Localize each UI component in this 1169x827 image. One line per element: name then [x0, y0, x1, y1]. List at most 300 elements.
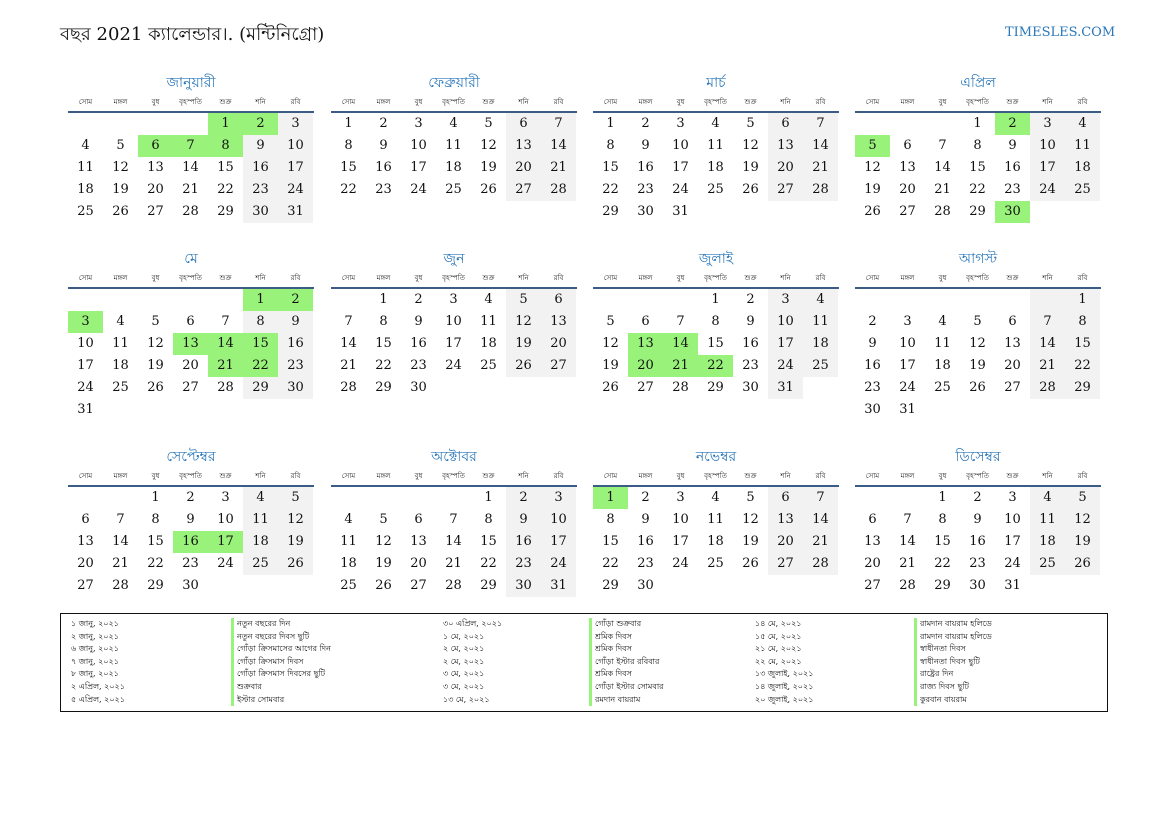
day-cell[interactable]: 6: [506, 113, 541, 135]
day-cell[interactable]: 1: [938, 490, 947, 505]
day-cell[interactable]: 26: [112, 204, 129, 219]
day-cell[interactable]: 26: [1065, 553, 1100, 575]
day-cell[interactable]: 9: [243, 135, 278, 157]
holiday-day-cell[interactable]: 2: [995, 113, 1030, 135]
day-cell[interactable]: 12: [147, 336, 164, 351]
day-cell[interactable]: 7: [116, 512, 125, 527]
day-cell[interactable]: 3: [903, 314, 912, 329]
day-cell[interactable]: 27: [899, 204, 916, 219]
day-cell[interactable]: 1: [973, 116, 982, 131]
day-cell[interactable]: 9: [746, 314, 755, 329]
day-cell[interactable]: 26: [864, 204, 881, 219]
day-cell[interactable]: 5: [379, 512, 388, 527]
day-cell[interactable]: 6: [903, 138, 912, 153]
day-cell[interactable]: 8: [344, 138, 353, 153]
day-cell[interactable]: 29: [602, 204, 619, 219]
day-cell[interactable]: 12: [742, 138, 759, 153]
day-cell[interactable]: 6: [1008, 314, 1017, 329]
day-cell[interactable]: 10: [445, 314, 462, 329]
day-cell[interactable]: 19: [864, 182, 881, 197]
day-cell[interactable]: 8: [379, 314, 388, 329]
day-cell[interactable]: 13: [541, 311, 576, 333]
holiday-day-cell[interactable]: 30: [995, 201, 1030, 223]
day-cell[interactable]: 10: [672, 138, 689, 153]
day-cell[interactable]: 11: [112, 336, 129, 351]
day-cell[interactable]: 11: [934, 336, 951, 351]
day-cell[interactable]: 1: [344, 116, 353, 131]
day-cell[interactable]: 10: [1004, 512, 1021, 527]
holiday-day-cell[interactable]: 1: [593, 487, 628, 509]
day-cell[interactable]: 31: [77, 402, 94, 417]
day-cell[interactable]: 20: [541, 333, 576, 355]
day-cell[interactable]: 2: [379, 116, 388, 131]
day-cell[interactable]: 22: [934, 556, 951, 571]
day-cell[interactable]: 13: [768, 135, 803, 157]
day-cell[interactable]: 29: [375, 380, 392, 395]
day-cell[interactable]: 12: [969, 336, 986, 351]
day-cell[interactable]: 12: [375, 534, 392, 549]
day-cell[interactable]: 15: [602, 160, 619, 175]
day-cell[interactable]: 20: [768, 531, 803, 553]
day-cell[interactable]: 4: [803, 289, 838, 311]
day-cell[interactable]: 4: [711, 116, 720, 131]
day-cell[interactable]: 3: [676, 490, 685, 505]
day-cell[interactable]: 11: [480, 314, 497, 329]
day-cell[interactable]: 20: [768, 157, 803, 179]
day-cell[interactable]: 15: [707, 336, 724, 351]
day-cell[interactable]: 16: [969, 534, 986, 549]
day-cell[interactable]: 6: [641, 314, 650, 329]
day-cell[interactable]: 11: [77, 160, 94, 175]
day-cell[interactable]: 21: [934, 182, 951, 197]
day-cell[interactable]: 24: [1004, 556, 1021, 571]
day-cell[interactable]: 7: [344, 314, 353, 329]
day-cell[interactable]: 17: [541, 531, 576, 553]
day-cell[interactable]: 13: [506, 135, 541, 157]
day-cell[interactable]: 7: [903, 512, 912, 527]
day-cell[interactable]: 4: [1030, 487, 1065, 509]
day-cell[interactable]: 8: [151, 512, 160, 527]
day-cell[interactable]: 14: [182, 160, 199, 175]
day-cell[interactable]: 29: [147, 578, 164, 593]
day-cell[interactable]: 11: [707, 512, 724, 527]
day-cell[interactable]: 23: [375, 182, 392, 197]
day-cell[interactable]: 31: [541, 575, 576, 597]
day-cell[interactable]: 24: [672, 182, 689, 197]
day-cell[interactable]: 19: [375, 556, 392, 571]
holiday-day-cell[interactable]: 21: [208, 355, 243, 377]
day-cell[interactable]: 18: [934, 358, 951, 373]
day-cell[interactable]: 6: [541, 289, 576, 311]
day-cell[interactable]: 23: [637, 556, 654, 571]
day-cell[interactable]: 5: [116, 138, 125, 153]
day-cell[interactable]: 30: [637, 204, 654, 219]
day-cell[interactable]: 24: [77, 380, 94, 395]
day-cell[interactable]: 12: [278, 509, 313, 531]
day-cell[interactable]: 27: [541, 355, 576, 377]
day-cell[interactable]: 30: [742, 380, 759, 395]
day-cell[interactable]: 27: [182, 380, 199, 395]
day-cell[interactable]: 28: [803, 179, 838, 201]
day-cell[interactable]: 8: [1065, 311, 1100, 333]
day-cell[interactable]: 4: [81, 138, 90, 153]
day-cell[interactable]: 27: [637, 380, 654, 395]
day-cell[interactable]: 2: [641, 490, 650, 505]
day-cell[interactable]: 18: [707, 160, 724, 175]
day-cell[interactable]: 12: [480, 138, 497, 153]
day-cell[interactable]: 10: [899, 336, 916, 351]
holiday-day-cell[interactable]: 22: [698, 355, 733, 377]
day-cell[interactable]: 16: [278, 333, 313, 355]
day-cell[interactable]: 16: [864, 358, 881, 373]
day-cell[interactable]: 29: [480, 578, 497, 593]
holiday-day-cell[interactable]: 21: [663, 355, 698, 377]
day-cell[interactable]: 28: [541, 179, 576, 201]
day-cell[interactable]: 3: [278, 113, 313, 135]
day-cell[interactable]: 27: [768, 553, 803, 575]
day-cell[interactable]: 19: [112, 182, 129, 197]
day-cell[interactable]: 11: [803, 311, 838, 333]
day-cell[interactable]: 3: [676, 116, 685, 131]
holiday-day-cell[interactable]: 16: [173, 531, 208, 553]
day-cell[interactable]: 30: [243, 201, 278, 223]
day-cell[interactable]: 19: [278, 531, 313, 553]
day-cell[interactable]: 29: [707, 380, 724, 395]
day-cell[interactable]: 2: [414, 292, 423, 307]
day-cell[interactable]: 11: [1030, 509, 1065, 531]
day-cell[interactable]: 14: [1030, 333, 1065, 355]
day-cell[interactable]: 21: [541, 157, 576, 179]
day-cell[interactable]: 20: [864, 556, 881, 571]
day-cell[interactable]: 10: [672, 512, 689, 527]
holiday-day-cell[interactable]: 13: [173, 333, 208, 355]
day-cell[interactable]: 19: [742, 160, 759, 175]
day-cell[interactable]: 16: [410, 336, 427, 351]
day-cell[interactable]: 9: [641, 138, 650, 153]
day-cell[interactable]: 11: [340, 534, 357, 549]
day-cell[interactable]: 21: [182, 182, 199, 197]
day-cell[interactable]: 28: [803, 553, 838, 575]
day-cell[interactable]: 25: [1065, 179, 1100, 201]
day-cell[interactable]: 28: [217, 380, 234, 395]
day-cell[interactable]: 13: [410, 534, 427, 549]
day-cell[interactable]: 14: [803, 135, 838, 157]
day-cell[interactable]: 20: [182, 358, 199, 373]
day-cell[interactable]: 30: [637, 578, 654, 593]
day-cell[interactable]: 18: [707, 534, 724, 549]
day-cell[interactable]: 26: [480, 182, 497, 197]
day-cell[interactable]: 25: [445, 182, 462, 197]
day-cell[interactable]: 9: [414, 314, 423, 329]
day-cell[interactable]: 28: [899, 578, 916, 593]
day-cell[interactable]: 12: [112, 160, 129, 175]
day-cell[interactable]: 20: [147, 182, 164, 197]
holiday-day-cell[interactable]: 2: [243, 113, 278, 135]
day-cell[interactable]: 16: [637, 160, 654, 175]
day-cell[interactable]: 11: [445, 138, 462, 153]
day-cell[interactable]: 15: [217, 160, 234, 175]
day-cell[interactable]: 26: [602, 380, 619, 395]
day-cell[interactable]: 3: [1008, 490, 1017, 505]
day-cell[interactable]: 26: [742, 182, 759, 197]
day-cell[interactable]: 19: [147, 358, 164, 373]
day-cell[interactable]: 6: [768, 487, 803, 509]
day-cell[interactable]: 18: [1065, 157, 1100, 179]
day-cell[interactable]: 25: [1030, 553, 1065, 575]
day-cell[interactable]: 23: [182, 556, 199, 571]
day-cell[interactable]: 17: [1004, 534, 1021, 549]
day-cell[interactable]: 2: [641, 116, 650, 131]
day-cell[interactable]: 27: [506, 179, 541, 201]
day-cell[interactable]: 20: [1004, 358, 1021, 373]
day-cell[interactable]: 29: [243, 377, 278, 399]
day-cell[interactable]: 21: [340, 358, 357, 373]
holiday-day-cell[interactable]: 15: [243, 333, 278, 355]
day-cell[interactable]: 23: [506, 553, 541, 575]
day-cell[interactable]: 12: [742, 512, 759, 527]
day-cell[interactable]: 22: [969, 182, 986, 197]
day-cell[interactable]: 7: [938, 138, 947, 153]
day-cell[interactable]: 1: [484, 490, 493, 505]
day-cell[interactable]: 2: [973, 490, 982, 505]
day-cell[interactable]: 4: [243, 487, 278, 509]
day-cell[interactable]: 23: [864, 380, 881, 395]
day-cell[interactable]: 4: [449, 116, 458, 131]
day-cell[interactable]: 26: [969, 380, 986, 395]
day-cell[interactable]: 18: [340, 556, 357, 571]
day-cell[interactable]: 12: [506, 311, 541, 333]
day-cell[interactable]: 15: [147, 534, 164, 549]
day-cell[interactable]: 23: [742, 358, 759, 373]
day-cell[interactable]: 21: [803, 531, 838, 553]
day-cell[interactable]: 23: [637, 182, 654, 197]
day-cell[interactable]: 24: [1030, 179, 1065, 201]
day-cell[interactable]: 6: [414, 512, 423, 527]
day-cell[interactable]: 15: [340, 160, 357, 175]
day-cell[interactable]: 15: [934, 534, 951, 549]
day-cell[interactable]: 3: [449, 292, 458, 307]
day-cell[interactable]: 27: [147, 204, 164, 219]
day-cell[interactable]: 4: [484, 292, 493, 307]
day-cell[interactable]: 13: [77, 534, 94, 549]
day-cell[interactable]: 30: [969, 578, 986, 593]
day-cell[interactable]: 16: [742, 336, 759, 351]
day-cell[interactable]: 24: [217, 556, 234, 571]
day-cell[interactable]: 3: [414, 116, 423, 131]
day-cell[interactable]: 5: [484, 116, 493, 131]
day-cell[interactable]: 23: [1004, 182, 1021, 197]
day-cell[interactable]: 25: [707, 556, 724, 571]
day-cell[interactable]: 30: [864, 402, 881, 417]
day-cell[interactable]: 14: [541, 135, 576, 157]
day-cell[interactable]: 30: [278, 377, 313, 399]
day-cell[interactable]: 4: [711, 490, 720, 505]
day-cell[interactable]: 9: [973, 512, 982, 527]
day-cell[interactable]: 18: [77, 182, 94, 197]
day-cell[interactable]: 5: [606, 314, 615, 329]
day-cell[interactable]: 14: [445, 534, 462, 549]
day-cell[interactable]: 16: [375, 160, 392, 175]
day-cell[interactable]: 5: [278, 487, 313, 509]
day-cell[interactable]: 22: [1065, 355, 1100, 377]
day-cell[interactable]: 8: [938, 512, 947, 527]
day-cell[interactable]: 20: [410, 556, 427, 571]
day-cell[interactable]: 16: [637, 534, 654, 549]
day-cell[interactable]: 26: [147, 380, 164, 395]
day-cell[interactable]: 27: [1004, 380, 1021, 395]
day-cell[interactable]: 29: [602, 578, 619, 593]
day-cell[interactable]: 18: [1030, 531, 1065, 553]
day-cell[interactable]: 8: [606, 138, 615, 153]
day-cell[interactable]: 8: [243, 311, 278, 333]
day-cell[interactable]: 22: [217, 182, 234, 197]
day-cell[interactable]: 31: [899, 402, 916, 417]
day-cell[interactable]: 9: [186, 512, 195, 527]
day-cell[interactable]: 8: [606, 512, 615, 527]
day-cell[interactable]: 13: [1004, 336, 1021, 351]
day-cell[interactable]: 18: [803, 333, 838, 355]
day-cell[interactable]: 5: [973, 314, 982, 329]
day-cell[interactable]: 15: [375, 336, 392, 351]
day-cell[interactable]: 8: [973, 138, 982, 153]
day-cell[interactable]: 24: [541, 553, 576, 575]
day-cell[interactable]: 3: [541, 487, 576, 509]
day-cell[interactable]: 12: [1065, 509, 1100, 531]
day-cell[interactable]: 11: [243, 509, 278, 531]
day-cell[interactable]: 11: [1065, 135, 1100, 157]
day-cell[interactable]: 7: [449, 512, 458, 527]
holiday-day-cell[interactable]: 22: [243, 355, 278, 377]
day-cell[interactable]: 7: [803, 487, 838, 509]
day-cell[interactable]: 18: [480, 336, 497, 351]
day-cell[interactable]: 5: [1065, 487, 1100, 509]
day-cell[interactable]: 29: [217, 204, 234, 219]
day-cell[interactable]: 17: [278, 157, 313, 179]
holiday-day-cell[interactable]: 14: [663, 333, 698, 355]
day-cell[interactable]: 25: [243, 553, 278, 575]
day-cell[interactable]: 13: [864, 534, 881, 549]
day-cell[interactable]: 24: [278, 179, 313, 201]
day-cell[interactable]: 22: [375, 358, 392, 373]
day-cell[interactable]: 5: [506, 289, 541, 311]
day-cell[interactable]: 22: [480, 556, 497, 571]
day-cell[interactable]: 22: [602, 556, 619, 571]
day-cell[interactable]: 14: [899, 534, 916, 549]
holiday-day-cell[interactable]: 20: [628, 355, 663, 377]
day-cell[interactable]: 13: [899, 160, 916, 175]
day-cell[interactable]: 16: [1004, 160, 1021, 175]
day-cell[interactable]: 26: [742, 556, 759, 571]
day-cell[interactable]: 30: [506, 575, 541, 597]
day-cell[interactable]: 9: [1008, 138, 1017, 153]
day-cell[interactable]: 14: [803, 509, 838, 531]
day-cell[interactable]: 17: [672, 534, 689, 549]
day-cell[interactable]: 4: [344, 512, 353, 527]
day-cell[interactable]: 28: [934, 204, 951, 219]
day-cell[interactable]: 27: [768, 179, 803, 201]
day-cell[interactable]: 15: [969, 160, 986, 175]
day-cell[interactable]: 24: [445, 358, 462, 373]
day-cell[interactable]: 6: [768, 113, 803, 135]
day-cell[interactable]: 17: [410, 160, 427, 175]
site-link[interactable]: TIMESLES.COM: [1005, 25, 1116, 40]
day-cell[interactable]: 3: [1030, 113, 1065, 135]
day-cell[interactable]: 29: [1065, 377, 1100, 399]
day-cell[interactable]: 19: [1065, 531, 1100, 553]
day-cell[interactable]: 2: [868, 314, 877, 329]
day-cell[interactable]: 6: [868, 512, 877, 527]
day-cell[interactable]: 1: [1065, 289, 1100, 311]
holiday-day-cell[interactable]: 3: [68, 311, 103, 333]
day-cell[interactable]: 31: [278, 201, 313, 223]
holiday-day-cell[interactable]: 14: [208, 333, 243, 355]
day-cell[interactable]: 27: [410, 578, 427, 593]
day-cell[interactable]: 23: [278, 355, 313, 377]
day-cell[interactable]: 5: [746, 490, 755, 505]
day-cell[interactable]: 19: [742, 534, 759, 549]
day-cell[interactable]: 25: [934, 380, 951, 395]
day-cell[interactable]: 15: [1065, 333, 1100, 355]
day-cell[interactable]: 21: [445, 556, 462, 571]
day-cell[interactable]: 21: [899, 556, 916, 571]
day-cell[interactable]: 7: [541, 113, 576, 135]
day-cell[interactable]: 13: [147, 160, 164, 175]
day-cell[interactable]: 1: [711, 292, 720, 307]
day-cell[interactable]: 31: [768, 377, 803, 399]
day-cell[interactable]: 7: [1030, 311, 1065, 333]
day-cell[interactable]: 24: [768, 355, 803, 377]
holiday-day-cell[interactable]: 7: [173, 135, 208, 157]
day-cell[interactable]: 9: [278, 311, 313, 333]
day-cell[interactable]: 28: [672, 380, 689, 395]
day-cell[interactable]: 15: [480, 534, 497, 549]
day-cell[interactable]: 9: [506, 509, 541, 531]
day-cell[interactable]: 28: [1030, 377, 1065, 399]
day-cell[interactable]: 4: [1065, 113, 1100, 135]
day-cell[interactable]: 1: [379, 292, 388, 307]
day-cell[interactable]: 19: [602, 358, 619, 373]
day-cell[interactable]: 30: [182, 578, 199, 593]
day-cell[interactable]: 27: [77, 578, 94, 593]
day-cell[interactable]: 25: [77, 204, 94, 219]
holiday-day-cell[interactable]: 2: [278, 289, 313, 311]
day-cell[interactable]: 10: [410, 138, 427, 153]
day-cell[interactable]: 29: [969, 204, 986, 219]
day-cell[interactable]: 12: [602, 336, 619, 351]
day-cell[interactable]: 25: [803, 355, 838, 377]
day-cell[interactable]: 31: [1004, 578, 1021, 593]
day-cell[interactable]: 23: [969, 556, 986, 571]
day-cell[interactable]: 3: [768, 289, 803, 311]
day-cell[interactable]: 7: [803, 113, 838, 135]
day-cell[interactable]: 10: [278, 135, 313, 157]
day-cell[interactable]: 10: [1030, 135, 1065, 157]
day-cell[interactable]: 24: [410, 182, 427, 197]
day-cell[interactable]: 28: [445, 578, 462, 593]
day-cell[interactable]: 31: [672, 204, 689, 219]
day-cell[interactable]: 10: [768, 311, 803, 333]
day-cell[interactable]: 16: [506, 531, 541, 553]
day-cell[interactable]: 22: [602, 182, 619, 197]
day-cell[interactable]: 14: [340, 336, 357, 351]
day-cell[interactable]: 15: [602, 534, 619, 549]
day-cell[interactable]: 7: [221, 314, 230, 329]
day-cell[interactable]: 14: [934, 160, 951, 175]
day-cell[interactable]: 5: [746, 116, 755, 131]
day-cell[interactable]: 17: [77, 358, 94, 373]
day-cell[interactable]: 9: [641, 512, 650, 527]
day-cell[interactable]: 21: [1030, 355, 1065, 377]
